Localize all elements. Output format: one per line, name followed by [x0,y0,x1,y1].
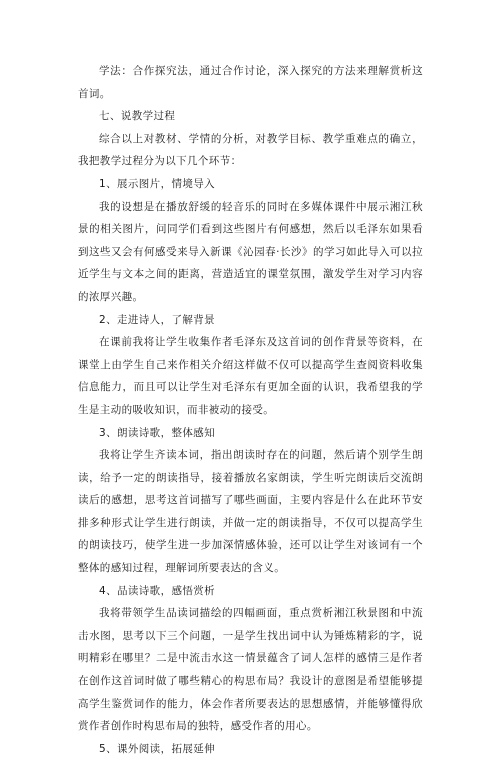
step-heading-1: 1、展示图片，情境导入 [99,177,216,190]
step-heading-5: 5、课外阅读，拓展延伸 [99,742,216,755]
paragraph-process-intro: 综合以上对教材、学情的分析，对教学目标、教学重难点的确立，我把教学过程分为以下几个环节： [78,132,423,168]
paragraph-step-3: 我将让学生齐读本词，指出朗读时存在的问题，然后请个别学生朗读，给予一定的朗读指导，接着播放名家朗读，学生听完朗读后交流朗读后的感想，思考这首词描写了哪些画面，主要内容是什么在此环节安排多种形式让学生进行朗读，并做一定的朗读指导，不仅可以提高学生的朗读技巧，使学生进一步加深情感体验，还可以让学生对该词有一个整体的感知过程，理解词所要表达的含义。 [78,449,423,575]
step-heading-3: 3、朗读诗歌，整体感知 [99,426,216,439]
paragraph-step-4: 我将带领学生品读词描绘的四幅画面，重点赏析湘江秋景图和中流击水图，思考以下三个问题，一是学生找出词中认为锤炼精彩的字，说明精彩在哪里？二是中流击水这一情景蕴含了词人怎样的感情三是作者在创作这首词时做了哪些精心的构思布局？我设计的意图是希望能够提高学生鉴赏词作的能力，体会作者所要表达的思想感情，并能够懂得欣赏作者创作时构思布局的独特，感受作者的用心。 [78,607,423,733]
paragraph-step-2: 在课前我将让学生收集作者毛泽东及这首词的创作背景等资料，在课堂上由学生自己来作相关介绍这样做不仅可以提高学生查阅资料收集信息能力，而且可以让学生对毛泽东有更加全面的认识，我希望我的学生是主动的吸收知识，而非被动的接受。 [78,336,423,416]
section-heading-teaching-process: 七、说教学过程 [99,110,176,123]
document-body [78,60,423,760]
paragraph-study-method: 学法：合作探究法，通过合作讨论，深入探究的方法来理解赏析这首词。 [78,65,423,100]
step-heading-4: 4、品读诗歌，感悟赏析 [99,584,216,597]
paragraph-step-1: 我的设想是在播放舒缓的轻音乐的同时在多媒体课件中展示湘江秋景的相关图片，问同学们看到这些图片有何感想，然后以毛泽东如果看到这些又会有何感受来导入新课《沁园春·长沙》的学习如此导入可以拉近学生与文本之间的距离，营造适宜的课堂氛围，激发学生对学习内容的浓厚兴趣。 [78,200,423,303]
step-heading-2: 2、走进诗人，了解背景 [99,313,216,326]
